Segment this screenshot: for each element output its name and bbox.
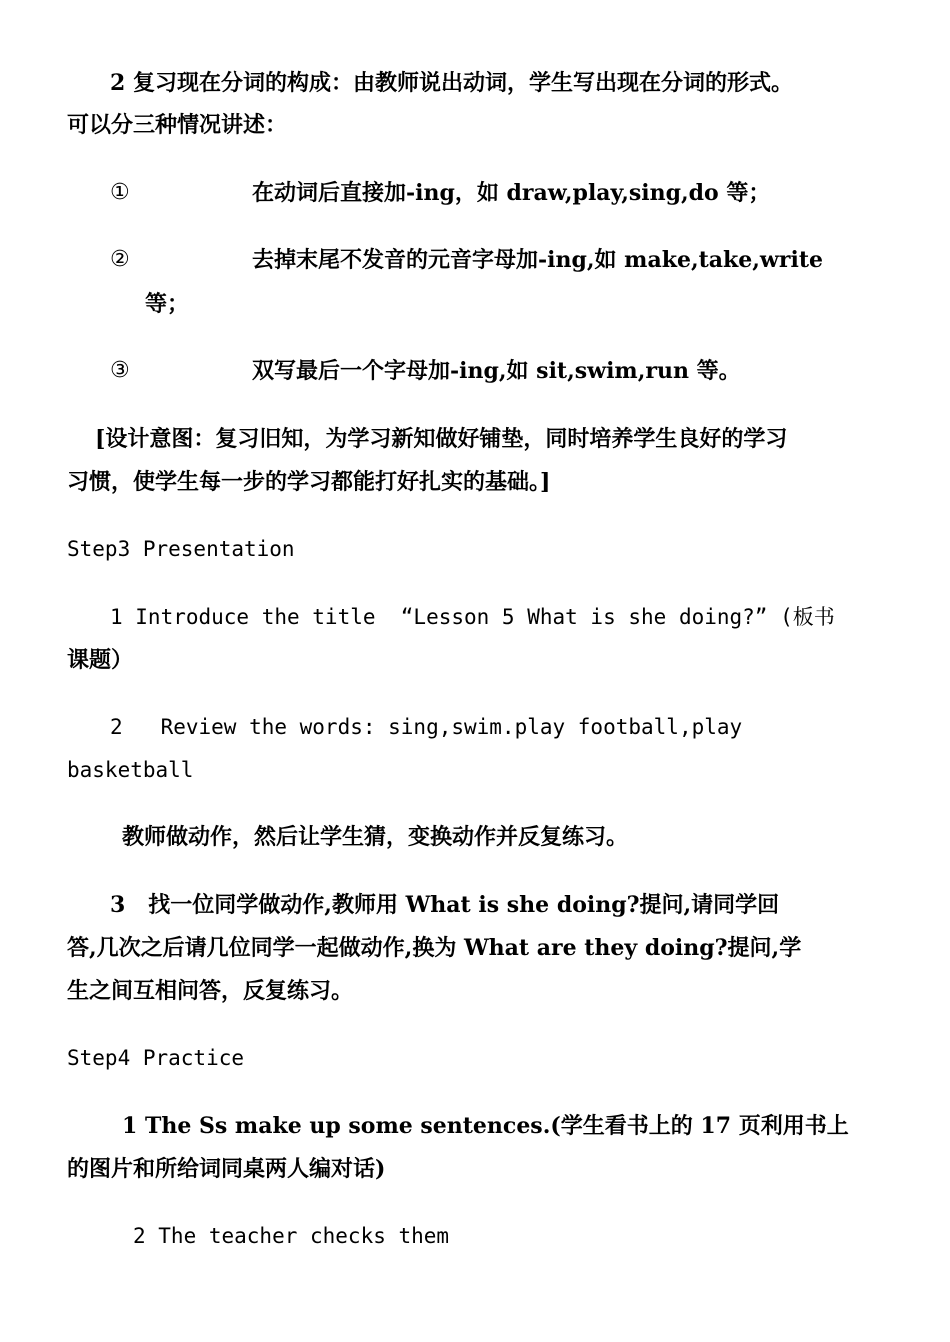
step3-item2-note: 教师做动作，然后让学生猜，变换动作并反复练习。 — [122, 824, 629, 850]
step3-item1-line-1: 1 Introduce the title “Lesson 5 What is she doing?” (板书 — [110, 605, 835, 629]
step3-item1-line-2: 课题） — [67, 647, 134, 673]
design-intent-line-2: 习惯，使学生每一步的学习都能打好扎实的基础。] — [67, 469, 551, 495]
rule-1-text: 在动词后直接加-ing，如 draw,play,sing,do 等； — [252, 180, 771, 206]
rule-2-marker: ② — [110, 247, 130, 272]
step3-heading: Step3 Presentation — [67, 537, 295, 561]
step4-item1-line-1: 1 The Ss make up some sentences.(学生看书上的 17 页利用书上 — [122, 1113, 849, 1139]
rule-3-text: 双写最后一个字母加-ing,如 sit,swim,run 等。 — [252, 358, 741, 384]
step3-item2-line-1: 2 Review the words: sing,swim.play football,play — [110, 715, 743, 739]
step3-item3-line-1: 3 找一位同学做动作,教师用 What is she doing?提问,请同学回 — [110, 892, 780, 918]
step3-item3-line-3: 生之间互相问答，反复练习。 — [67, 978, 354, 1004]
rule-2-continuation: 等； — [145, 291, 190, 317]
step4-item2-line-1: 2 The teacher checks them — [133, 1224, 450, 1248]
step3-item2-line-2: basketball — [67, 758, 194, 782]
rule-2-text: 去掉末尾不发音的元音字母加-ing,如 make,take,write — [252, 247, 823, 273]
rule-3-marker: ③ — [110, 358, 130, 383]
step4-heading: Step4 Practice — [67, 1046, 245, 1070]
step4-item1-line-2: 的图片和所给词同桌两人编对话) — [67, 1156, 386, 1182]
review-participle-line-2: 可以分三种情况讲述： — [67, 112, 288, 138]
step3-item3-line-2: 答,几次之后请几位同学一起做动作,换为 What are they doing?提问,学 — [67, 935, 802, 961]
design-intent-line-1: [设计意图：复习旧知，为学习新知做好铺垫，同时培养学生良好的学习 — [95, 426, 788, 452]
review-participle-line-1: 2 复习现在分词的构成：由教师说出动词，学生写出现在分词的形式。 — [110, 70, 793, 96]
rule-1-marker: ① — [110, 180, 130, 205]
